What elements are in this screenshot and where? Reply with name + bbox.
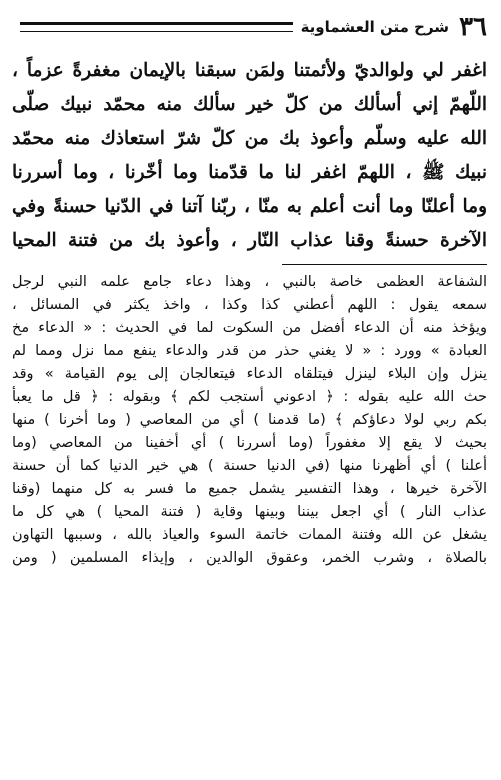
- footnote-divider: [282, 264, 487, 265]
- matn-text: [12, 54, 487, 258]
- header-rule: [20, 22, 293, 32]
- commentary-line: ويؤخذ منه أن الدعاء أفضل من السكوت لما في الحديث : « الدعاء مخ: [12, 320, 487, 336]
- matn-line: الله عليه وسلّم وأعوذ بك من كلّ شرّ استعاذك منه محمّد: [12, 128, 487, 149]
- matn-line: نبيك ﷺ ، اللهمّ اغفر لنا ما قدّمنا وما أخّرنا ، وما أسررنا: [12, 162, 487, 183]
- commentary-line: بكم ربي لولا دعاؤكم ﴾ (ما قدمنا ) أي من المعاصي ( وما أخرنا ) منها: [12, 412, 487, 428]
- page-header: [12, 0, 487, 44]
- commentary-line: عذاب النار ) أي اجعل بيننا وبينها وقاية ( فتنة المحيا ) هي كل ما: [12, 504, 487, 520]
- matn-line: وما أعلنّا وما أنت أعلم به منّا ، ربّنا آتنا في الدّنيا حسنةً وفي: [12, 196, 487, 217]
- commentary-line: بحيث لا يقع إلا مغفوراً (وما أسررنا ) أي أخفينا من المعاصي (وما: [12, 435, 487, 451]
- matn-line: اللّهمّ إني أسألك من كلّ خير سألك منه محمّد نبيك صلّى: [12, 94, 487, 115]
- matn-line: اغفر لي ولوالديّ ولأئمتنا ولمَن سبقنا بالإيمان مغفرةً عزماً ،: [12, 60, 487, 81]
- commentary-text: [12, 271, 487, 570]
- commentary-line: بالصلاة ، وشرب الخمر، وعقوق الوالدين ، وإيذاء المسلمين ( ومن: [12, 550, 487, 566]
- commentary-line: أعلنا ) أي أظهرنا منها (في الدنيا حسنة ) هي خير الدنيا كما أن حسنة: [12, 458, 487, 474]
- commentary-line: ينزل وإن البلاء لينزل فيتلقاه الدعاء فيتعالجان إلى يوم القيامة » وقد: [12, 366, 487, 382]
- commentary-line: سمعه يقول : اللهم أعطني كذا وكذا ، واخذ يكثر في المسائل ،: [12, 297, 487, 313]
- commentary-line: حث الله عليه بقوله : ﴿ ادعوني أستجب لكم ﴾ وبقوله : ﴿ قل ما يعبأ: [12, 389, 487, 405]
- matn-line: الآخرة حسنةً وقنا عذاب النّار ، وأعوذ بك من فتنة المحيا: [12, 230, 487, 251]
- commentary-line: الآخرة خيرها ، وهذا التفسير يشمل جميع ما فسر به كل منهما (وقنا: [12, 481, 487, 497]
- commentary-line: العبادة » وورد : « لا يغني حذر من قدر والدعاء ينفع مما نزل ومما لم: [12, 343, 487, 359]
- book-title: شرح متن العشماوية: [300, 18, 450, 36]
- page-number: ٣٦: [459, 12, 487, 42]
- commentary-line: الشفاعة العظمى خاصة بالنبي ، وهذا دعاء جامع علمه النبي لرجل: [12, 274, 487, 290]
- commentary-line: يشغل عن الله وفتنة الممات خاتمة السوء والعياذ بالله ، وسببها التهاون: [12, 527, 487, 543]
